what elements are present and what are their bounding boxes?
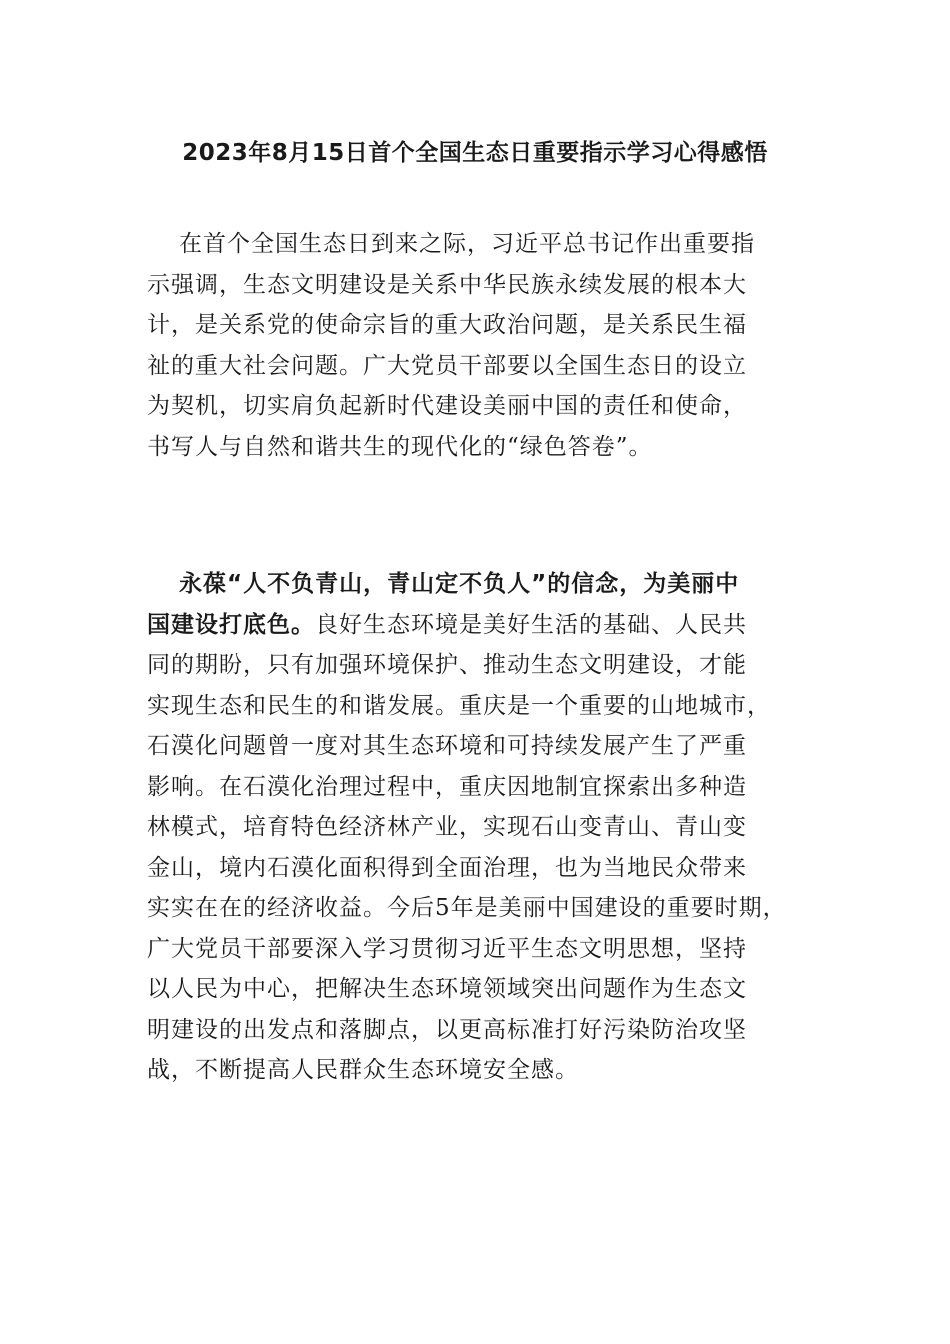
paragraph-line: 战，不断提高人民群众生态环境安全感。 — [147, 1057, 579, 1083]
paragraph-line: 祉的重大社会问题。广大党员干部要以全国生态日的设立 — [147, 352, 747, 379]
paragraph-section-1 — [147, 564, 797, 1091]
paragraph-line: 金山，境内石漠化面积得到全面治理，也为当地民众带来 — [147, 854, 747, 881]
section-heading: 永葆“人不负青山，青山定不负人”的信念，为美丽中 — [179, 571, 740, 597]
paragraph-line: 计，是关系党的使命宗旨的重大政治问题，是关系民生福 — [147, 312, 747, 338]
paragraph-line: 同的期盼，只有加强环境保护、推动生态文明建设，才能 — [147, 652, 747, 678]
paragraph-line-rest: 良好生态环境是美好生活的基础、人民共 — [315, 611, 747, 638]
paragraph-line: 在首个全国生态日到来之际，习近平总书记作出重要指 — [179, 231, 755, 257]
paragraph-line: 为契机，切实肩负起新时代建设美丽中国的责任和使命， — [147, 393, 747, 419]
section-heading-continued: 国建设打底色。 — [147, 611, 315, 638]
paragraph-line: 石漠化问题曾一度对其生态环境和可持续发展产生了严重 — [147, 733, 747, 759]
paragraph-line: 以人民为中心，把解决生态环境领域突出问题作为生态文 — [147, 976, 747, 1002]
paragraph-intro — [147, 224, 797, 467]
paragraph-line: 影响。在石漠化治理过程中，重庆因地制宜探索出多种造 — [147, 773, 747, 800]
paragraph-line: 明建设的出发点和落脚点，以更高标准打好污染防治攻坚 — [147, 1016, 747, 1043]
paragraph-line: 广大党员干部要深入学习贯彻习近平生态文明思想，坚持 — [147, 935, 747, 962]
paragraph-line: 林模式，培育特色经济林产业，实现石山变青山、青山变 — [147, 814, 747, 840]
paragraph-line: 实实在在的经济收益。今后5年是美丽中国建设的重要时期， — [147, 895, 787, 921]
paragraph-line: 书写人与自然和谐共生的现代化的“绿色答卷”。 — [147, 433, 653, 460]
paragraph-line — [147, 605, 797, 646]
paragraph-line: 示强调，生态文明建设是关系中华民族永续发展的根本大 — [147, 271, 747, 298]
paragraph-line: 实现生态和民生的和谐发展。重庆是一个重要的山地城市， — [147, 692, 771, 719]
document-title: 2023年8月15日首个全国生态日重要指示学习心得感悟 — [182, 140, 768, 166]
